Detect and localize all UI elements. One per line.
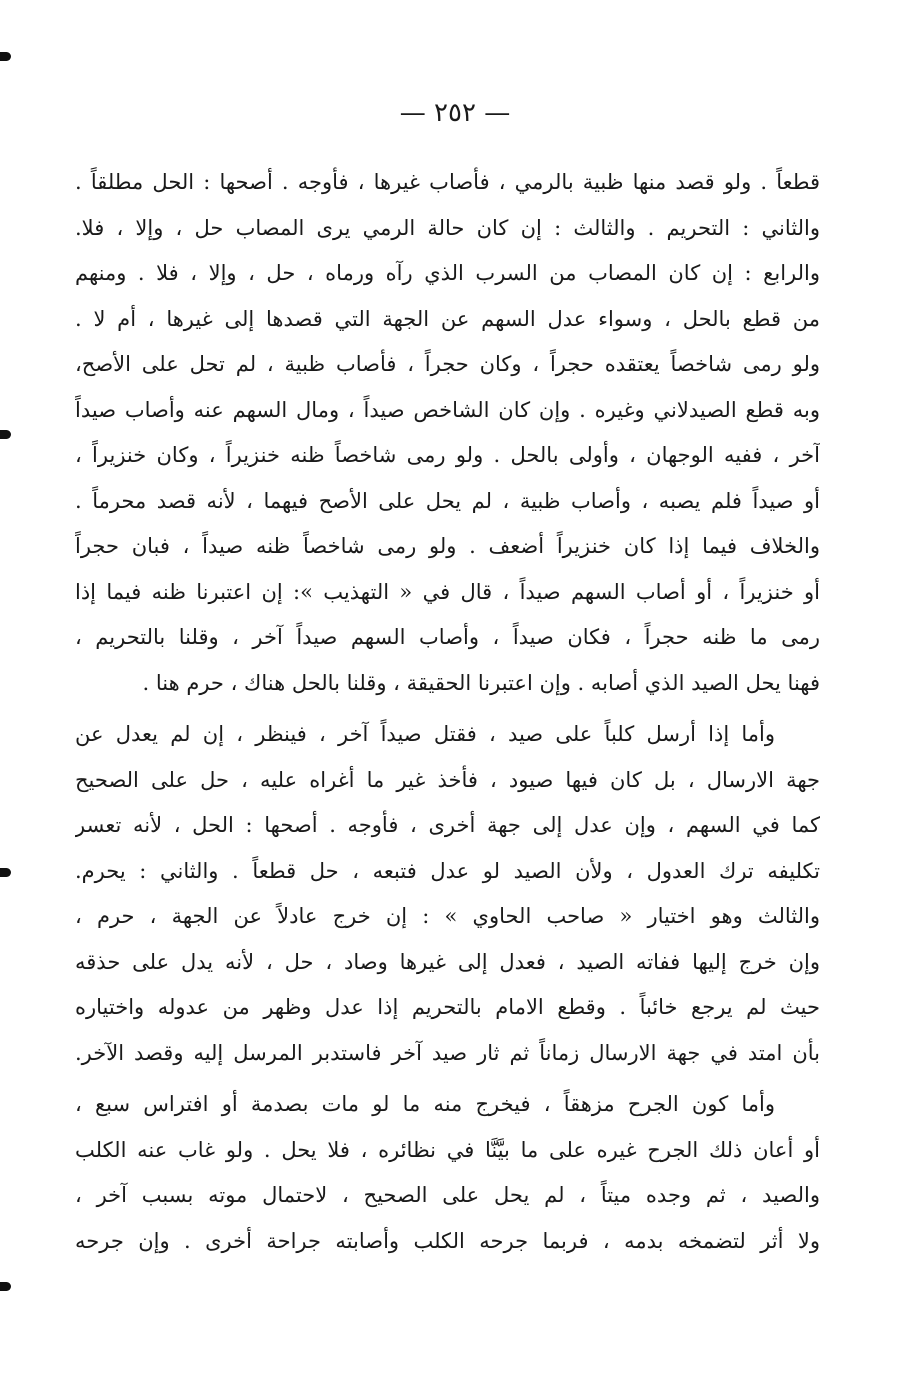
text-line: أو خنزيراً ، أو أصاب السهم صيداً ، قال في « التهذيب »: إن اعتبرنا ظنه فيما إذا bbox=[75, 579, 820, 604]
paragraph-1 bbox=[75, 160, 820, 706]
text-line: قطعاً . ولو قصد منها ظبية بالرمي ، فأصاب غيرها ، فأوجه . أصحها : الحل مطلقاً . bbox=[75, 170, 820, 194]
text-line: والصيد ، ثم وجده ميتاً ، لم يحل على الصحيح ، لاحتمال موته بسبب آخر ، bbox=[75, 1183, 820, 1207]
text-line: جهة الارسال ، بل كان فيها صيود ، فأخذ غير ما أغراه عليه ، حل على الصحيح bbox=[75, 767, 820, 792]
text-line: وأما إذا أرسل كلباً على صيد ، فقتل صيداً آخر ، فينظر ، إن لم يعدل عن bbox=[75, 722, 775, 746]
text-line: رمى ما ظنه حجراً ، فكان صيداً ، وأصاب السهم صيداً آخر ، وقلنا بالتحريم ، bbox=[75, 625, 820, 649]
text-line: أو أعان ذلك الجرح غيره على ما بيَّنَّا في نظائره ، فلا يحل . ولو غاب عنه الكلب bbox=[75, 1137, 820, 1162]
paragraph-3 bbox=[75, 1082, 820, 1264]
text-line: ولو رمى شاخصاً يعتقده حجراً ، وكان حجراً ، فأصاب ظبية ، لم تحل على الأصح، bbox=[75, 352, 820, 376]
text-line: والثالث وهو اختيار « صاحب الحاوي » : إن خرج عادلاً عن الجهة ، حرم ، bbox=[75, 904, 820, 928]
scan-edge-mark bbox=[0, 430, 11, 439]
text-line: أو صيداً فلم يصبه ، وأصاب ظبية ، لم يحل على الأصح فيهما ، لأنه قصد محرماً . bbox=[75, 488, 820, 513]
scan-edge-mark bbox=[0, 52, 11, 61]
text-line: كما في السهم ، وإن عدل إلى جهة أخرى ، فأوجه . أصحها : الحل ، لأنه تعسر bbox=[75, 813, 820, 837]
text-line: والخلاف فيما إذا كان خنزيراً أضعف . ولو رمى شاخصاً ظنه صيداً ، فبان حجراً bbox=[75, 534, 820, 558]
scan-edge-mark bbox=[0, 868, 11, 877]
text-line: آخر ، ففيه الوجهان ، وأولى بالحل . ولو رمى شاخصاً ظنه خنزيراً ، وكان خنزيراً ، bbox=[75, 443, 820, 467]
text-line: والرابع : إن كان المصاب من السرب الذي رآه ورماه ، حل ، وإلا ، فلا . ومنهم bbox=[75, 261, 820, 285]
text-line: حيث لم يرجع خائباً . وقطع الامام بالتحريم إذا عدل وظهر من عدوله واختياره bbox=[75, 995, 820, 1019]
page-number: — ٢٥٢ — bbox=[399, 98, 511, 128]
text-line: وأما كون الجرح مزهقاً ، فيخرج منه ما لو مات بصدمة أو افتراس سبع ، bbox=[75, 1092, 775, 1116]
text-line: والثاني : التحريم . والثالث : إن كان حالة الرمي يرى المصاب حل ، وإلا ، فلا. bbox=[75, 215, 820, 240]
text-line: وإن خرج إليها ففاته الصيد ، فعدل إلى غيرها وصاد ، حل ، لأنه يدل على حذقه bbox=[75, 949, 820, 974]
text-line: من قطع بالحل ، وسواء عدل السهم عن الجهة التي قصدها إلى غيرها ، أم لا . bbox=[75, 306, 820, 331]
text-line: ولا أثر لتضمخه بدمه ، فربما جرحه الكلب وأصابته جراحة أخرى . وإن جرحه bbox=[75, 1228, 820, 1253]
body-text bbox=[75, 160, 820, 1264]
text-line: تكليفه ترك العدول ، ولأن الصيد لو عدل فتبعه ، حل قطعاً . والثاني : يحرم. bbox=[75, 858, 820, 883]
text-line: بأن امتد في جهة الارسال زماناً ثم ثار صيد آخر فاستدبر المرسل إليه وقصد الآخر. bbox=[75, 1040, 820, 1065]
text-line: فهنا يحل الصيد الذي أصابه . وإن اعتبرنا الحقيقة ، وقلنا بالحل هناك ، حرم هنا . bbox=[142, 670, 820, 695]
paragraph-2 bbox=[75, 712, 820, 1076]
scan-edge-mark bbox=[0, 1282, 11, 1291]
text-line: وبه قطع الصيدلاني وغيره . وإن كان الشاخص صيداً ، ومال السهم عنه وأصاب صيداً bbox=[75, 397, 820, 422]
